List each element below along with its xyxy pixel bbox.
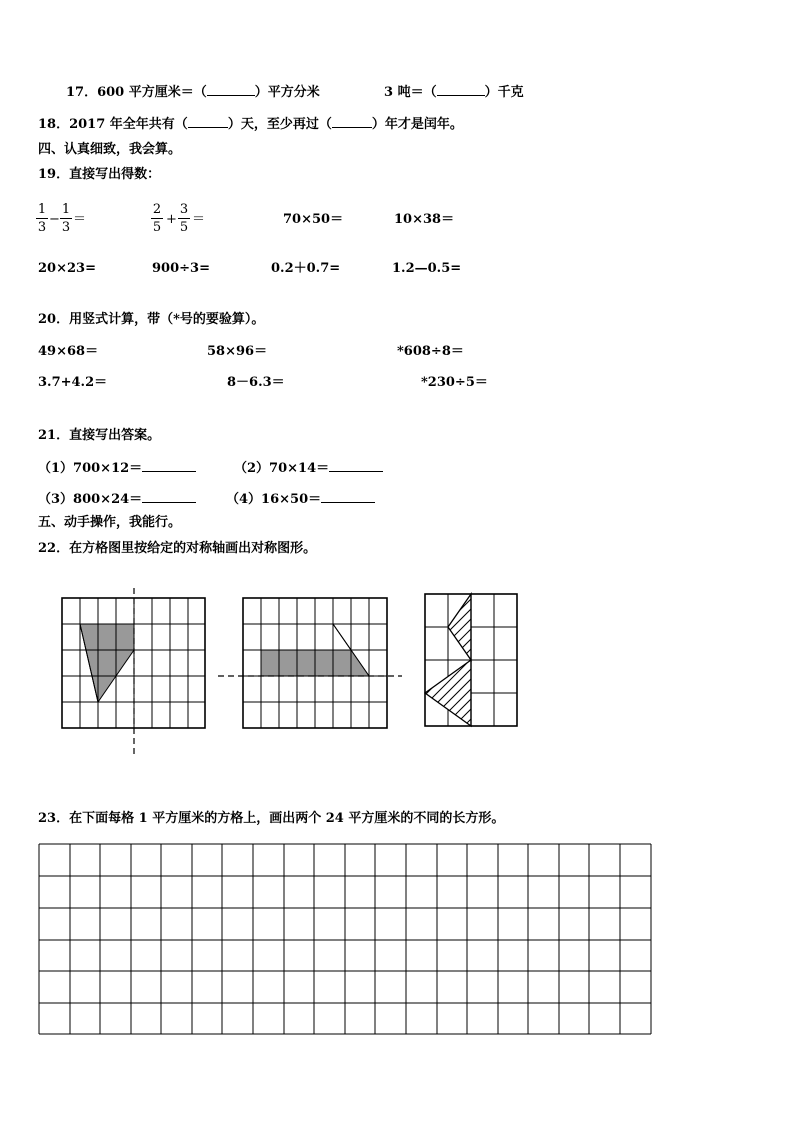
q23-square-grid[interactable] bbox=[39, 844, 651, 1034]
equals-sign: ＝ bbox=[73, 212, 87, 227]
q23-title: 23．在下面每格 1 平方厘米的方格上，画出两个 24 平方厘米的不同的长方形。 bbox=[38, 811, 505, 826]
q20-expr-6: *230÷5＝ bbox=[421, 375, 488, 390]
q21-expr-3: （3）800×24＝ bbox=[38, 490, 196, 508]
q18-text-3: ）年才是闰年。 bbox=[371, 117, 463, 132]
section-4-heading: 四、认真细致，我会算。 bbox=[38, 142, 182, 157]
q20-expr-1: 49×68＝ bbox=[38, 344, 99, 359]
q18-text-1: 2017 年全年共有（ bbox=[69, 117, 188, 132]
q19-expr-7: 0.2＋0.7= bbox=[271, 261, 341, 276]
section-5-heading: 五、动手操作，我能行。 bbox=[38, 515, 182, 530]
fraction: 3 5 bbox=[179, 202, 189, 235]
q21-expr-1: （1）700×12＝ bbox=[38, 459, 196, 477]
q19-title: 19．直接写出得数： bbox=[38, 167, 161, 182]
fraction: 1 3 bbox=[61, 202, 71, 235]
q22-title: 22．在方格图里按给定的对称轴画出对称图形。 bbox=[38, 541, 317, 556]
q20-expr-5: 8－6.3＝ bbox=[227, 375, 285, 390]
q18-number: 18． bbox=[38, 117, 70, 132]
q17-b-left: 3 吨＝（ bbox=[384, 85, 437, 100]
minus-sign: − bbox=[49, 212, 60, 227]
q18-text-2: ）天，至少再过（ bbox=[227, 117, 332, 132]
q21-title: 21．直接写出答案。 bbox=[38, 428, 161, 443]
q19-expr-5: 20×23= bbox=[38, 261, 96, 276]
q19-expr-6: 900÷3= bbox=[152, 261, 210, 276]
fraction: 2 5 bbox=[152, 202, 162, 235]
q21-expr-4: （4）16×50＝ bbox=[226, 490, 375, 508]
q19-expr-3: 70×50＝ bbox=[283, 212, 344, 227]
fraction: 1 3 bbox=[37, 202, 47, 235]
q20-expr-4: 3.7+4.2＝ bbox=[38, 375, 108, 390]
q17-a-left: 600 平方厘米＝（ bbox=[97, 85, 207, 100]
q19-expr-4: 10×38＝ bbox=[394, 212, 455, 227]
q17-b-right: ）千克 bbox=[484, 85, 524, 100]
shaded-trapezoid bbox=[80, 624, 134, 702]
equals-sign: ＝ bbox=[192, 212, 206, 227]
q21-expr-2: （2）70×14＝ bbox=[234, 459, 383, 477]
plus-sign: + bbox=[166, 212, 177, 227]
q20-expr-2: 58×96＝ bbox=[207, 344, 268, 359]
q19-expr-8: 1.2—0.5= bbox=[392, 261, 462, 276]
q17-number: 17． bbox=[66, 85, 98, 100]
q20-title: 20．用竖式计算，带（*号的要验算）。 bbox=[38, 312, 265, 327]
q20-expr-3: *608÷8＝ bbox=[397, 344, 464, 359]
q17-a-right: ）平方分米 bbox=[254, 85, 320, 100]
